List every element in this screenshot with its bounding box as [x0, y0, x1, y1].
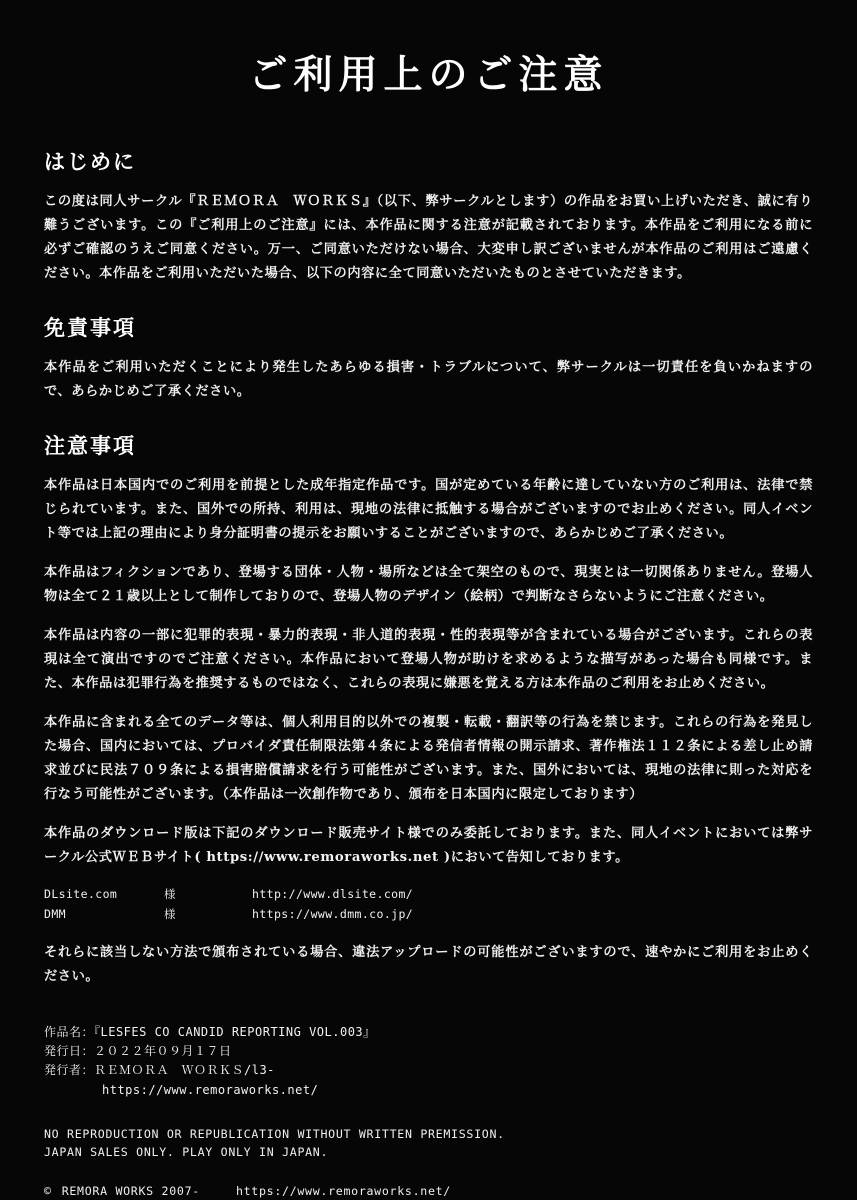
site-url[interactable]: https://www.dmm.co.jp/	[252, 907, 414, 922]
distribution-site-list	[44, 884, 813, 924]
precautions-paragraph-5: 本作品のダウンロード版は下記のダウンロード販売サイト様でのみ委託しております。また、同人イベントにおいては弊サークル公式ＷＥＢサイト( https://www.remoraworks.net )において告知しております。	[44, 826, 813, 866]
page-title: ご利用上のご注意	[248, 52, 609, 98]
section-introduction	[44, 146, 813, 286]
site-honorific: 様	[164, 907, 176, 922]
section-heading-precautions: 注意事項	[44, 433, 136, 459]
copyright-url[interactable]: https://www.remoraworks.net/	[235, 1184, 451, 1199]
section-disclaimer	[44, 312, 813, 404]
colophon-publisher-url[interactable]: https://www.remoraworks.net/	[102, 1082, 319, 1097]
legal-notice-english	[44, 1126, 813, 1162]
precautions-paragraph-2: 本作品はフィクションであり、登場する団体・人物・場所などは全て架空のもので、現実とは一切関係ありません。登場人物は全て２１歳以上として制作しておりので、登場人物のデザイン（絵柄）で判断なさらないようにご注意ください。	[44, 565, 813, 605]
copyright-line	[44, 1184, 813, 1198]
precautions-paragraph-4: 本作品に含まれる全てのデータ等は、個人利用目的以外での複製・転載・翻訳等の行為を禁じます。これらの行為を発見した場合、国内においては、プロバイダ責任制限法第４条による発信者情報の開示請求、著作権法１１２条による差し止め請求並びに民法７０９条による損害賠償請求を行う可能性がございます。また、国外においては、現地の法律に則った対応を行なう可能性がございます。（本作品は一次創作物であり、頒布を日本国内に限定しております）	[44, 715, 813, 803]
site-name: DMM	[44, 907, 66, 922]
section-heading-introduction: はじめに	[44, 149, 136, 174]
legal-notice-line-2: JAPAN SALES ONLY. PLAY ONLY IN JAPAN.	[44, 1145, 329, 1160]
legal-notice-line-1: NO REPRODUCTION OR REPUBLICATION WITHOUT WRITTEN PREMISSION.	[44, 1127, 505, 1142]
closing-note: それらに該当しない方法で頒布されている場合、違法アップロードの可能性がございますので、速やかにご利用をお止めください。	[44, 944, 813, 984]
distribution-site-row	[44, 884, 813, 904]
colophon-publish-date: 発行日：２０２２年０９月１７日	[44, 1044, 232, 1059]
section-precautions	[44, 430, 813, 870]
introduction-paragraph: この度は同人サークル『ＲＥＭＯＲＡ ＷＯＲＫＳ』（以下、弊サークルとします）の作品をお買い上げいただき、誠に有り難うございます。この『ご利用上のご注意』には、本作品に関する注意が記載されております。本作品をご利用になる前に必ずご確認のうえご同意ください。万一、ご同意いただけない場合、大変申し訳ございませんが本作品のご利用はご遠慮ください。本作品をご利用いただいた場合、以下の内容に全て同意いただいたものとさせていただきます。	[44, 194, 813, 282]
distribution-site-row	[44, 904, 813, 924]
precautions-paragraph-3: 本作品は内容の一部に犯罪的表現・暴力的表現・非人道的表現・性的表現等が含まれている場合がございます。これらの表現は全て演出ですのでご注意ください。本作品において登場人物が助けを求めるような描写があった場合も同様です。また、本作品は犯罪行為を推奨するものではなく、これらの表現に嫌悪を覚える方は本作品のご利用をお止めください。	[44, 628, 813, 692]
copyright-symbol: ©	[44, 1184, 52, 1199]
colophon-publisher: 発行者：ＲＥＭＯＲＡ ＷＯＲＫＳ/l3-	[44, 1063, 275, 1078]
site-honorific: 様	[164, 887, 176, 902]
section-heading-disclaimer: 免責事項	[44, 315, 136, 341]
copyright-text: REMORA WORKS 2007-	[61, 1184, 200, 1199]
site-url[interactable]: http://www.dlsite.com/	[252, 887, 414, 902]
colophon-work-name: 作品名：『LESFES CO CANDID REPORTING VOL.003』	[44, 1024, 376, 1039]
precautions-paragraph-1: 本作品は日本国内でのご利用を前提とした成年指定作品です。国が定めている年齢に達していない方のご利用は、法律で禁じられています。また、国外での所持、利用は、現地の法律に抵触する場合がございますのでお止めください。同人イベント等では上記の理由により身分証明書の提示をお願いすることがございますので、あらかじめご了承ください。	[44, 478, 813, 542]
colophon	[44, 1023, 813, 1101]
site-name: DLsite.com	[44, 887, 118, 902]
disclaimer-paragraph: 本作品をご利用いただくことにより発生したあらゆる損害・トラブルについて、弊サークルは一切責任を負いかねますので、あらかじめご了承ください。	[44, 360, 813, 400]
